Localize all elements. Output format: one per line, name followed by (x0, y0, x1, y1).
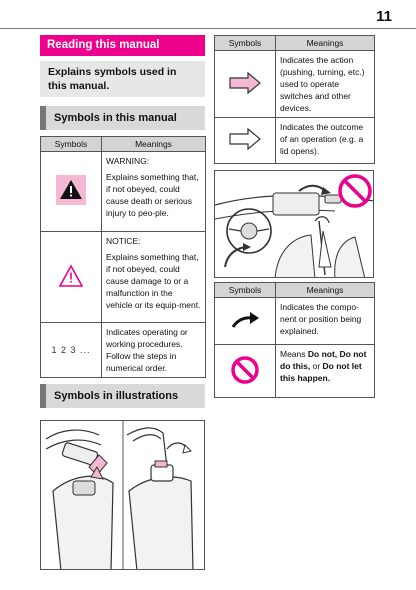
curved-arrow-icon (230, 322, 260, 332)
warning-text: Explains something that, if not obeyed, could cause death or serious injury to peo-ple. (106, 172, 199, 218)
table-row (215, 118, 375, 164)
notice-title: NOTICE: (106, 236, 141, 246)
column-header-meanings: Meanings (276, 283, 375, 298)
page-number: 11 (376, 8, 392, 25)
intro-box: Explains symbols used in this manual. (40, 61, 205, 97)
table-row (215, 345, 375, 398)
symbols-in-manual-heading: Symbols in this manual (40, 106, 205, 130)
section-title: Reading this manual (40, 35, 205, 56)
column-header-meanings: Meanings (276, 36, 375, 51)
notice-text: Explains something that, if not obeyed, could cause damage to or a malfunction in the vehicle or its equip-ment. (106, 252, 201, 310)
column-header-symbols: Symbols (215, 36, 276, 51)
symbols-table-left (40, 136, 206, 378)
prohibition-meaning (276, 345, 375, 398)
column-header-meanings: Meanings (102, 137, 206, 152)
table-row (215, 51, 375, 118)
car-interior-illustration (214, 170, 374, 278)
prohibition-icon (230, 377, 260, 387)
table-row (41, 152, 206, 232)
prohibition-bold-1: Do not, Do not do this, (280, 349, 367, 371)
notice-triangle-icon (58, 280, 84, 290)
component-meaning: Indicates the compo-nent or position being explained. (280, 302, 362, 336)
warning-triangle-icon (56, 197, 86, 207)
column-header-symbols: Symbols (41, 137, 102, 152)
symbols-table-right-bottom (214, 282, 375, 398)
table-row (41, 232, 206, 323)
table-row (215, 298, 375, 345)
prohibition-prefix: Means (280, 349, 308, 359)
symbols-in-illustrations-heading: Symbols in illustrations (40, 384, 205, 408)
column-header-symbols: Symbols (215, 283, 276, 298)
steps-text: Indicates operating or working procedures. Follow the steps in numerical order. (106, 327, 188, 373)
action-meaning: Indicates the action (pushing, turning, etc.) used to operate switches and other devices. (280, 55, 365, 113)
prohibition-bold-2: Do not let this happen. (280, 361, 362, 383)
prohibition-mid: or (310, 361, 323, 371)
pink-arrow-icon (228, 86, 262, 96)
seatbelt-illustration (40, 420, 205, 570)
symbols-table-right-top (214, 35, 375, 164)
warning-title: WARNING: (106, 156, 150, 166)
outcome-meaning: Indicates the outcome of an operation (e.g. a lid opens). (280, 122, 364, 156)
numbered-steps-icon: 1 2 3 ... (51, 345, 91, 355)
top-rule (0, 28, 416, 29)
outline-arrow-icon (228, 142, 262, 152)
table-row (41, 323, 206, 378)
